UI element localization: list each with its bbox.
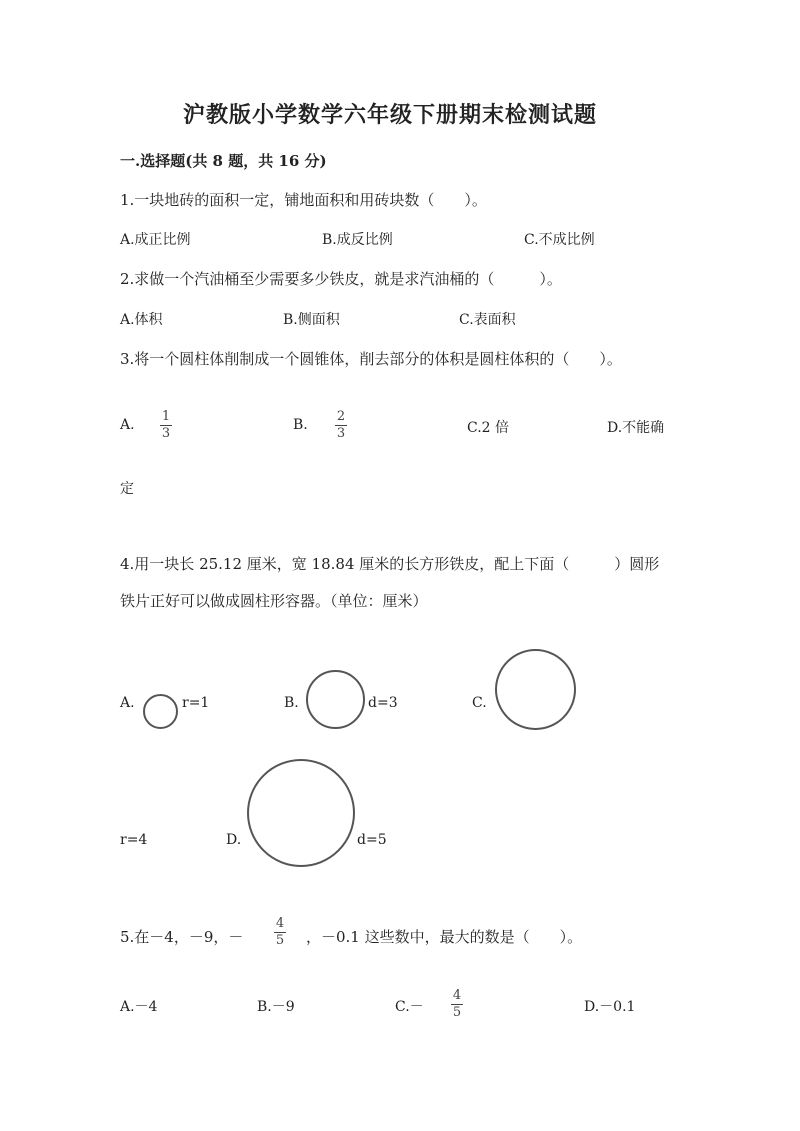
question-3-option-d: D.不能确 xyxy=(607,420,665,436)
question-4-option-a-label: A. xyxy=(120,695,135,711)
fraction-denominator: 5 xyxy=(452,1005,462,1020)
question-5-option-c-label: C.－ xyxy=(395,999,424,1015)
question-4-option-d-value: d=5 xyxy=(357,832,387,848)
question-3-option-b-label: B. xyxy=(293,417,308,433)
question-5-option-c-fraction xyxy=(451,989,463,1020)
question-2-option-a: A.体积 xyxy=(120,312,163,328)
question-3-option-a-fraction xyxy=(160,410,172,441)
question-5-option-d: D.－0.1 xyxy=(584,999,636,1015)
question-3-option-c: C.2 倍 xyxy=(467,420,510,436)
fraction-denominator: 3 xyxy=(336,426,346,441)
question-1-option-b: B.成反比例 xyxy=(322,232,393,248)
question-5-text-start: 5.在－4，－9，－ xyxy=(120,928,244,946)
page-title: 沪教版小学数学六年级下册期末检测试题 xyxy=(183,102,598,128)
question-4-option-b-label: B. xyxy=(284,695,299,711)
question-4-option-a-circle xyxy=(143,694,178,729)
question-3-option-b-fraction xyxy=(335,410,347,441)
question-2-option-c: C.表面积 xyxy=(459,312,516,328)
question-1-option-a: A.成正比例 xyxy=(120,232,191,248)
question-4-option-d-circle xyxy=(247,759,355,867)
fraction-numerator: 2 xyxy=(336,409,346,424)
question-5-text-end: ，－0.1 这些数中，最大的数是（ ）。 xyxy=(306,928,583,946)
question-4-option-b-circle xyxy=(306,670,365,729)
fraction-numerator: 1 xyxy=(161,409,171,424)
question-1-option-c: C.不成比例 xyxy=(524,232,595,248)
fraction-denominator: 3 xyxy=(161,426,171,441)
question-4-option-c-circle xyxy=(495,649,576,730)
question-4-option-a-value: r=1 xyxy=(182,695,210,711)
question-5-option-b: B.－9 xyxy=(257,999,295,1015)
fraction-denominator: 5 xyxy=(275,933,285,948)
section-heading: 一.选择题(共 8 题，共 16 分) xyxy=(120,152,327,170)
question-1-text: 1.一块地砖的面积一定，铺地面积和用砖块数（ ）。 xyxy=(120,191,487,209)
fraction-numerator: 4 xyxy=(275,916,285,931)
question-4-text-line2: 铁片正好可以做成圆柱形容器。（单位：厘米） xyxy=(120,592,428,610)
question-3-option-a-label: A. xyxy=(120,417,135,433)
fraction-numerator: 4 xyxy=(452,988,462,1003)
question-2-option-b: B.侧面积 xyxy=(283,312,340,328)
question-3-option-d-continued: 定 xyxy=(120,481,134,497)
question-4-text-line1: 4.用一块长 25.12 厘米，宽 18.84 厘米的长方形铁皮，配上下面（ ）圆形 xyxy=(120,555,660,573)
question-4-option-c-label: C. xyxy=(472,695,487,711)
question-2-text: 2.求做一个汽油桶至少需要多少铁皮，就是求汽油桶的（ ）。 xyxy=(120,270,562,288)
question-4-option-d-label: D. xyxy=(226,832,242,848)
question-5-fraction xyxy=(274,917,286,948)
question-3-text: 3.将一个圆柱体削制成一个圆锥体，削去部分的体积是圆柱体积的（ ）。 xyxy=(120,350,622,368)
question-4-option-b-value: d=3 xyxy=(368,695,398,711)
question-4-option-c-value: r=4 xyxy=(120,832,148,848)
question-5-option-a: A.－4 xyxy=(120,999,158,1015)
